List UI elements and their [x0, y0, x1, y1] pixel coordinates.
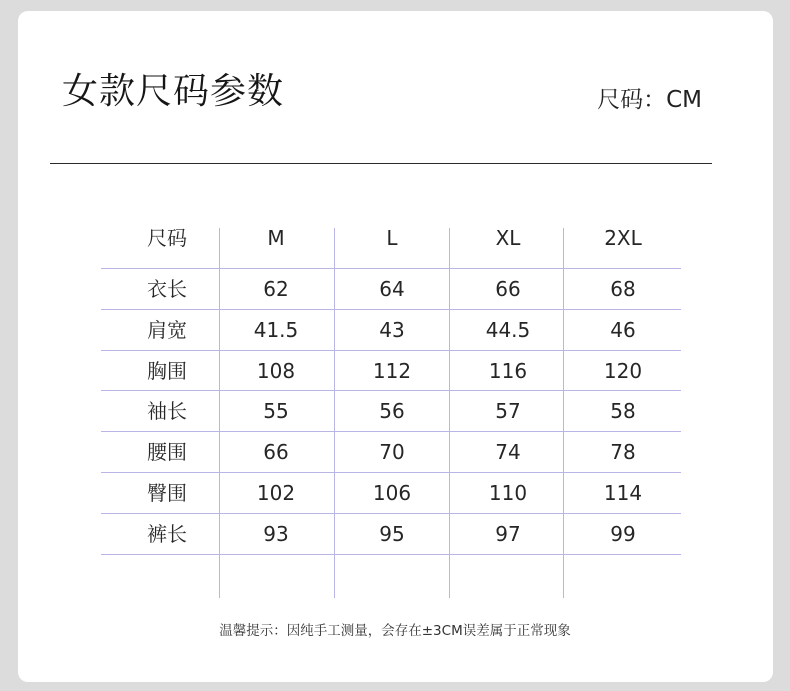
- row-label: 腰围: [147, 440, 187, 464]
- column-separator: [563, 228, 564, 598]
- table-cell: 112: [372, 359, 412, 383]
- column-header-size: 尺码: [147, 226, 187, 250]
- row-label: 臀围: [147, 481, 187, 505]
- table-cell: 64: [379, 277, 405, 301]
- table-cell: 44.5: [485, 318, 531, 342]
- table-cell: 66: [263, 440, 289, 464]
- row-label: 裤长: [147, 522, 187, 546]
- table-cell: 114: [603, 481, 643, 505]
- row-label: 肩宽: [147, 318, 187, 342]
- table-cell: 41.5: [253, 318, 299, 342]
- table-cell: 120: [603, 359, 643, 383]
- size-table: [101, 228, 681, 598]
- row-label: 衣长: [147, 277, 187, 301]
- column-header-2xl: 2XL: [604, 226, 642, 250]
- row-label: 袖长: [147, 399, 187, 423]
- table-cell: 66: [495, 277, 521, 301]
- table-cell: 68: [610, 277, 636, 301]
- page-title: 女款尺码参数: [62, 71, 285, 112]
- table-cell: 97: [495, 522, 521, 546]
- table-cell: 95: [379, 522, 405, 546]
- table-cell: 57: [495, 399, 521, 423]
- table-cell: 99: [610, 522, 636, 546]
- table-cell: 108: [256, 359, 296, 383]
- table-cell: 116: [488, 359, 528, 383]
- column-separator: [334, 228, 335, 598]
- column-header-xl: XL: [495, 226, 521, 250]
- footer-note: 温馨提示：因纯手工测量，会存在±3CM误差属于正常现象: [219, 623, 571, 639]
- table-cell: 110: [488, 481, 528, 505]
- table-cell: 62: [263, 277, 289, 301]
- table-cell: 106: [372, 481, 412, 505]
- table-cell: 43: [379, 318, 405, 342]
- column-header-m: M: [267, 226, 285, 250]
- table-cell: 74: [495, 440, 521, 464]
- row-separator: [101, 554, 681, 555]
- table-cell: 70: [379, 440, 405, 464]
- header-divider: [50, 163, 712, 164]
- unit-label: 尺码：CM: [597, 87, 702, 113]
- table-cell: 93: [263, 522, 289, 546]
- table-cell: 78: [610, 440, 636, 464]
- table-cell: 55: [263, 399, 289, 423]
- column-header-l: L: [386, 226, 398, 250]
- table-cell: 46: [610, 318, 636, 342]
- table-cell: 56: [379, 399, 405, 423]
- column-separator: [449, 228, 450, 598]
- table-cell: 58: [610, 399, 636, 423]
- row-label: 胸围: [147, 359, 187, 383]
- table-cell: 102: [256, 481, 296, 505]
